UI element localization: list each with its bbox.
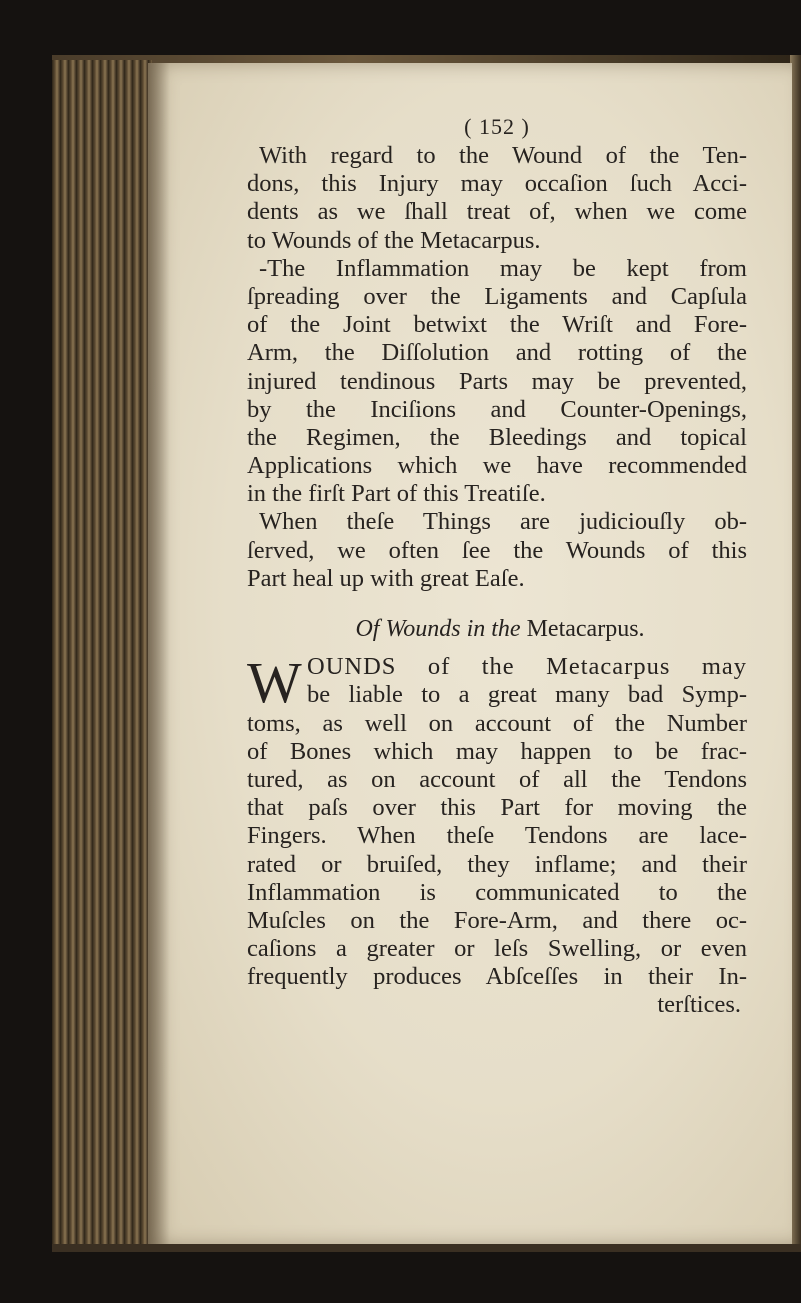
text-line: Muſcles on the Fore-Arm, and there oc- <box>247 906 747 934</box>
page-text <box>247 112 747 1020</box>
text-line: Fingers. When theſe Tendons are lace- <box>247 822 747 850</box>
page-stack-edge <box>52 60 152 1248</box>
text-line: that paſs over this Part for moving the <box>247 794 747 822</box>
text-line: caſions a greater or leſs Swelling, or even <box>247 935 747 963</box>
heading-gap <box>247 643 747 653</box>
text-line: rated or bruiſed, they inflame; and their <box>247 850 747 878</box>
text-line: of the Joint betwixt the Wriſt and Fore- <box>247 311 747 339</box>
text-line: frequently produces Abſceſſes in their In- <box>247 963 747 991</box>
text-line: terſtices. <box>657 991 741 1019</box>
text-line: When theſe Things are judiciouſly ob- <box>259 508 747 536</box>
heading-roman: Metacarpus. <box>526 616 645 642</box>
text-line: OUNDS of the Metacarpus may <box>307 653 747 681</box>
text-line: injured tendinous Parts may be prevented, <box>247 367 747 395</box>
text-line: With regard to the Wound of the Ten- <box>259 142 747 169</box>
text-line: tured, as on account of all the Tendons <box>247 765 747 793</box>
text-line: Part heal up with great Eaſe. <box>247 564 525 592</box>
text-line: dents as we ſhall treat of, when we come <box>247 198 747 226</box>
text-line: Inflammation is communicated to the <box>247 878 747 906</box>
section-gap <box>247 593 747 615</box>
bottom-page-edge <box>52 1244 801 1252</box>
page-number: ( 152 ) <box>464 114 530 139</box>
drop-cap-paragraph <box>247 650 747 716</box>
text-line: by the Inciſions and Counter-Openings, <box>247 395 747 423</box>
text-line: to Wounds of the Metacarpus. <box>247 226 541 254</box>
text-line: Applications which we have recommended <box>247 452 747 480</box>
text-line: ſerved, we often ſee the Wounds of this <box>247 536 747 564</box>
text-line: -The Inflammation may be kept from <box>259 254 747 282</box>
section-heading <box>247 615 747 643</box>
drop-cap: W <box>247 650 302 716</box>
text-line: toms, as well on account of the Number <box>247 709 747 737</box>
text-line: of Bones which may happen to be frac- <box>247 737 747 765</box>
text-line: in the firſt Part of this Treatiſe. <box>247 480 546 508</box>
text-line: dons, this Injury may occaſion ſuch Acci- <box>247 170 747 198</box>
gutter-shadow <box>148 63 170 1245</box>
text-line: ſpreading over the Ligaments and Capſula <box>247 282 747 310</box>
heading-italic: Of Wounds in the <box>355 616 521 642</box>
text-line: be liable to a great many bad Symp- <box>307 681 747 709</box>
text-line: Arm, the Diſſolution and rotting of the <box>247 339 747 367</box>
text-line: the Regimen, the Bleedings and topical <box>247 423 747 451</box>
